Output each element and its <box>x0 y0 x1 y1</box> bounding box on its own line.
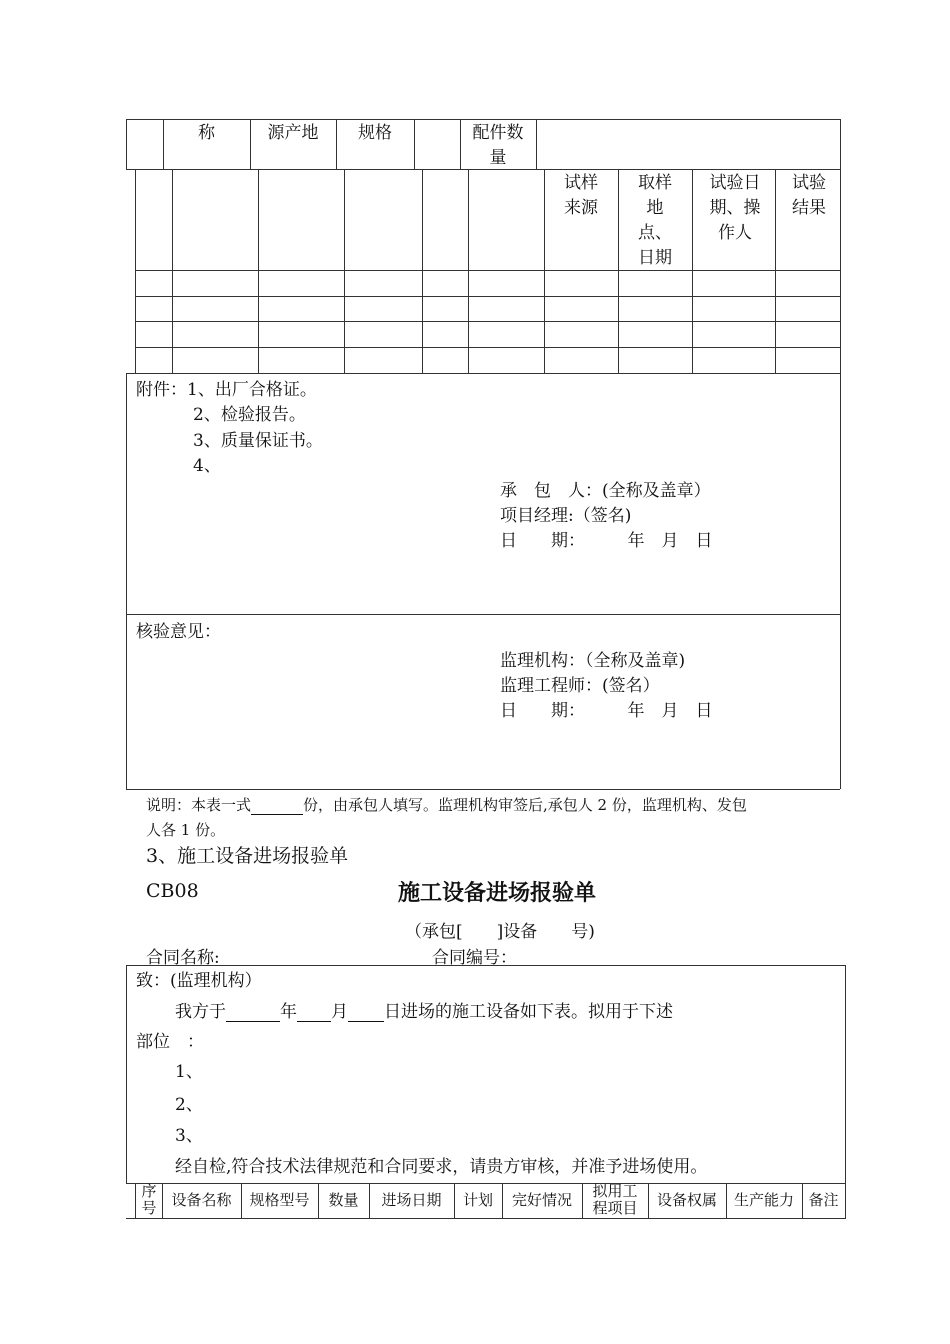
body-paragraph <box>175 997 673 1022</box>
col-quantity: 数量 <box>328 1191 359 1209</box>
header-test-result: 试验结果 <box>792 173 826 218</box>
attachment-item-4: 4、 <box>193 456 221 476</box>
attachment-item-3: 3、质量保证书。 <box>193 431 323 451</box>
attachment-item-2: 2、检验报告。 <box>193 405 306 425</box>
col-entry-date: 进场日期 <box>381 1191 442 1209</box>
col-plan: 计划 <box>462 1191 493 1209</box>
supervisor-engineer-line: 监理工程师：(签名） <box>500 676 660 696</box>
body-p1: 我方于 <box>175 1002 226 1022</box>
list-item-2: 2、 <box>175 1095 203 1115</box>
col-index: 序号 <box>141 1182 157 1217</box>
review-date-line: 日 期： 年 月 日 <box>500 701 713 721</box>
note-line-2: 人各 1 份。 <box>146 821 226 839</box>
note-part-1: 说明：本表一式 <box>146 796 252 814</box>
form-code: CB08 <box>146 880 199 902</box>
col-ownership: 设备权属 <box>656 1191 717 1209</box>
contract-no-label: 合同编号： <box>432 948 517 968</box>
col-capacity: 生产能力 <box>733 1191 794 1209</box>
supervisor-org-line: 监理机构：（全称及盖章) <box>500 651 686 671</box>
year-blank <box>226 1003 280 1022</box>
list-item-3: 3、 <box>175 1126 203 1146</box>
header-test-date-operator: 试验日期、操作人 <box>709 173 761 243</box>
contract-name-label: 合同名称: <box>146 948 220 968</box>
header-cell-spec: 规格 <box>358 123 392 143</box>
col-equipment-name: 设备名称 <box>171 1191 232 1209</box>
month-blank <box>297 1003 331 1022</box>
header-cell-name: 称 <box>198 123 215 143</box>
contractor-date-line: 日 期： 年 月 日 <box>500 531 713 551</box>
form-title: 施工设备进场报验单 <box>398 880 597 906</box>
review-label: 核验意见： <box>136 622 221 642</box>
project-manager-line: 项目经理:（签名) <box>500 506 632 526</box>
header-cell-origin: 源产地 <box>267 123 319 143</box>
copies-blank <box>251 796 303 815</box>
note-part-2: 份，由承包人填写。监理机构审签后,承包人 2 份，监理机构、发包 <box>303 796 747 814</box>
section-title: 3、施工设备进场报验单 <box>146 845 349 867</box>
header-sample-source: 试样来源 <box>564 173 598 218</box>
body-month: 月 <box>331 1002 348 1022</box>
body-day: 日进场的施工设备如下表。拟用于下述 <box>384 1002 673 1022</box>
col-planned-project: 拟用工程项目 <box>592 1182 638 1217</box>
header-sample-place-date: 取样地点、日期 <box>638 173 672 268</box>
to-line: 致：(监理机构） <box>136 971 262 991</box>
body-part: 部位 ： <box>136 1032 204 1052</box>
col-remarks: 备注 <box>808 1191 839 1209</box>
day-blank <box>348 1003 384 1022</box>
header-cell-parts-qty: 配件数量 <box>472 123 524 168</box>
body-year: 年 <box>280 1002 297 1022</box>
contractor-line: 承 包 人：(全称及盖章） <box>500 481 711 501</box>
col-spec-model: 规格型号 <box>249 1191 310 1209</box>
attachments-label: 附件：1、出厂合格证。 <box>136 380 317 400</box>
closing-statement: 经自检,符合技术法律规范和合同要求，请贵方审核，并准予进场使用。 <box>175 1157 708 1177</box>
list-item-1: 1、 <box>175 1062 203 1082</box>
form-subtitle: （承包[ ]设备 号) <box>405 922 595 942</box>
note-line-1 <box>146 794 747 815</box>
col-condition: 完好情况 <box>511 1191 572 1209</box>
